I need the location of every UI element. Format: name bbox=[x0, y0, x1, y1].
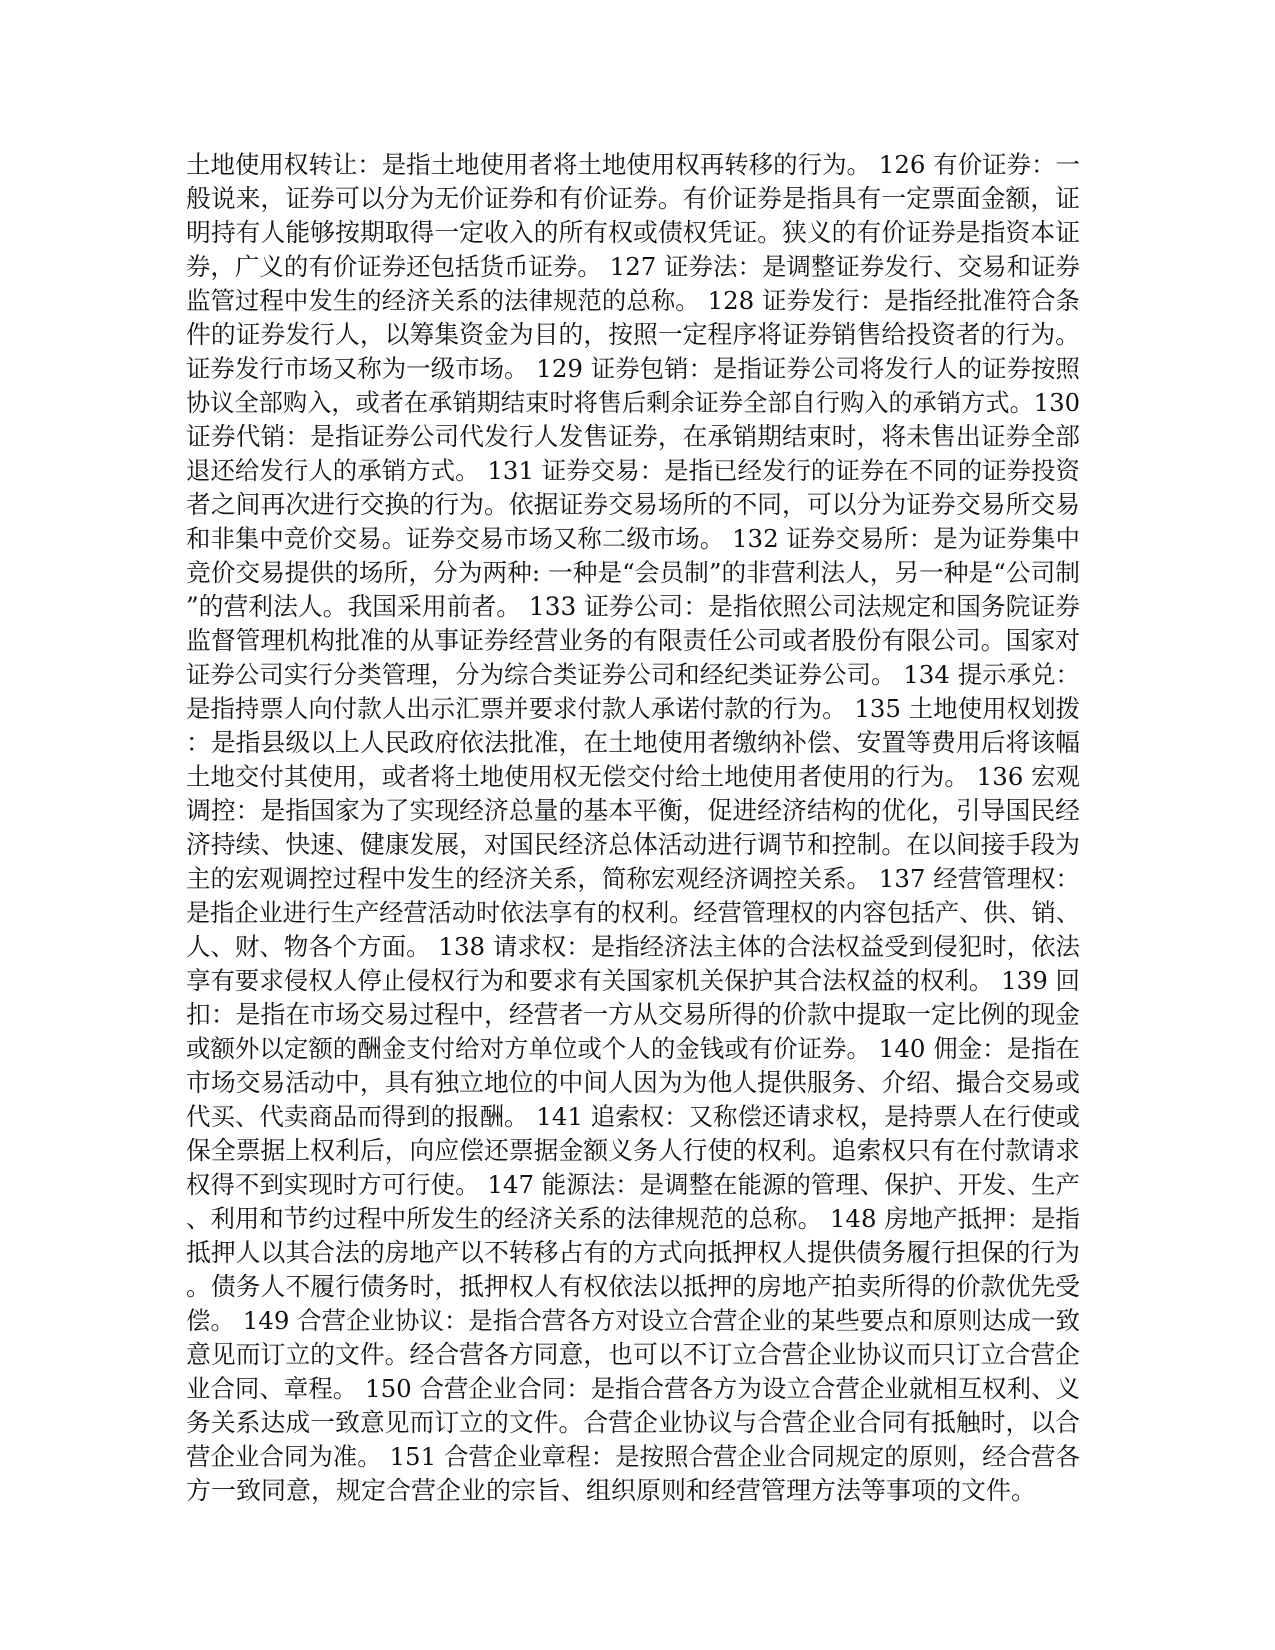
text-line: 竞价交易提供的场所，分为两种: 一种是“会员制”的非营利法人，另一种是“公司制 bbox=[186, 558, 1080, 587]
text-line: 调控：是指国家为了实现经济总量的基本平衡，促进经济结构的优化，引导国民经 bbox=[186, 796, 1080, 825]
text-line: 般说来，证券可以分为无价证券和有价证券。有价证券是指具有一定票面金额，证 bbox=[186, 184, 1080, 213]
text-line: 、利用和节约过程中所发生的经济关系的法律规范的总称。 148 房地产抵押：是指 bbox=[186, 1204, 1080, 1233]
text-line: 务关系达成一致意见而订立的文件。合营企业协议与合营企业合同有抵触时，以合 bbox=[186, 1408, 1080, 1437]
text-line: 方一致同意，规定合营企业的宗旨、组织原则和经营管理方法等事项的文件。 bbox=[186, 1476, 1037, 1505]
text-line: 明持有人能够按期取得一定收入的所有权或债权凭证。狭义的有价证券是指资本证 bbox=[186, 218, 1080, 247]
text-line: ：是指县级以上人民政府依法批准，在土地使用者缴纳补偿、安置等费用后将该幅 bbox=[186, 728, 1080, 757]
text-line: 抵押人以其合法的房地产以不转移占有的方式向抵押权人提供债务履行担保的行为 bbox=[186, 1238, 1080, 1267]
text-line: 代买、代卖商品而得到的报酬。 141 追索权：又称偿还请求权，是持票人在行使或 bbox=[186, 1102, 1080, 1131]
text-line: 济持续、快速、健康发展，对国民经济总体活动进行调节和控制。在以间接手段为 bbox=[186, 830, 1080, 859]
text-line: 营企业合同为准。 151 合营企业章程：是按照合营企业合同规定的原则，经合营各 bbox=[186, 1442, 1080, 1471]
text-line: 监管过程中发生的经济关系的法律规范的总称。 128 证券发行：是指经批准符合条 bbox=[186, 286, 1080, 315]
text-line: 。债务人不履行债务时，抵押权人有权依法以抵押的房地产拍卖所得的价款优先受 bbox=[186, 1272, 1080, 1301]
text-line: 是指持票人向付款人出示汇票并要求付款人承诺付款的行为。 135 土地使用权划拨 bbox=[186, 694, 1080, 723]
text-line: 者之间再次进行交换的行为。依据证券交易场所的不同，可以分为证券交易所交易 bbox=[186, 490, 1080, 519]
text-line: 主的宏观调控过程中发生的经济关系，简称宏观经济调控关系。 137 经营管理权： bbox=[186, 864, 1080, 893]
text-line: 保全票据上权利后，向应偿还票据金额义务人行使的权利。追索权只有在付款请求 bbox=[186, 1136, 1080, 1165]
text-line: 土地交付其使用，或者将土地使用权无偿交付给土地使用者使用的行为。 136 宏观 bbox=[186, 762, 1080, 791]
text-line: 偿。 149 合营企业协议：是指合营各方对设立合营企业的某些要点和原则达成一致 bbox=[186, 1306, 1080, 1335]
text-line: 土地使用权转让：是指土地使用者将土地使用权再转移的行为。 126 有价证券：一 bbox=[186, 150, 1080, 179]
text-line: 证券公司实行分类管理，分为综合类证券公司和经纪类证券公司。 134 提示承兑： bbox=[186, 660, 1080, 689]
body-text bbox=[186, 148, 1080, 1508]
text-line: 券，广义的有价证券还包括货币证券。 127 证券法：是调整证券发行、交易和证券 bbox=[186, 252, 1080, 281]
text-line: 协议全部购入，或者在承销期结束时将售后剩余证券全部自行购入的承销方式。130 bbox=[186, 389, 1080, 417]
text-line: 业合同、章程。 150 合营企业合同：是指合营各方为设立合营企业就相互权利、义 bbox=[186, 1374, 1080, 1403]
text-line: 享有要求侵权人停止侵权行为和要求有关国家机关保护其合法权益的权利。 139 回 bbox=[186, 966, 1080, 995]
text-line: 扣：是指在市场交易过程中，经营者一方从交易所得的价款中提取一定比例的现金 bbox=[186, 1000, 1080, 1029]
text-line: 市场交易活动中，具有独立地位的中间人因为为他人提供服务、介绍、撮合交易或 bbox=[186, 1068, 1080, 1097]
text-line: 证券发行市场又称为一级市场。 129 证券包销：是指证券公司将发行人的证券按照 bbox=[186, 354, 1080, 383]
text-line: 人、财、物各个方面。 138 请求权：是指经济法主体的合法权益受到侵犯时，依法 bbox=[186, 932, 1080, 961]
text-line: 意见而订立的文件。经合营各方同意，也可以不订立合营企业协议而只订立合营企 bbox=[186, 1340, 1080, 1369]
text-line: 权得不到实现时方可行使。 147 能源法：是调整在能源的管理、保护、开发、生产 bbox=[186, 1170, 1080, 1199]
text-line: 是指企业进行生产经营活动时依法享有的权利。经营管理权的内容包括产、供、销、 bbox=[186, 899, 1080, 927]
text-line: 或额外以定额的酬金支付给对方单位或个人的金钱或有价证券。 140 佣金：是指在 bbox=[186, 1034, 1080, 1063]
text-line: 和非集中竞价交易。证券交易市场又称二级市场。 132 证券交易所：是为证券集中 bbox=[186, 524, 1080, 553]
text-line: 监督管理机构批准的从事证券经营业务的有限责任公司或者股份有限公司。国家对 bbox=[186, 626, 1080, 655]
text-line: ”的营利法人。我国采用前者。 133 证券公司：是指依照公司法规定和国务院证券 bbox=[186, 592, 1081, 621]
text-line: 件的证券发行人，以筹集资金为目的，按照一定程序将证券销售给投资者的行为。 bbox=[186, 320, 1080, 349]
text-line: 证券代销：是指证券公司代发行人发售证券，在承销期结束时，将未售出证券全部 bbox=[186, 422, 1080, 451]
text-line: 退还给发行人的承销方式。 131 证券交易：是指已经发行的证券在不同的证券投资 bbox=[186, 456, 1080, 485]
